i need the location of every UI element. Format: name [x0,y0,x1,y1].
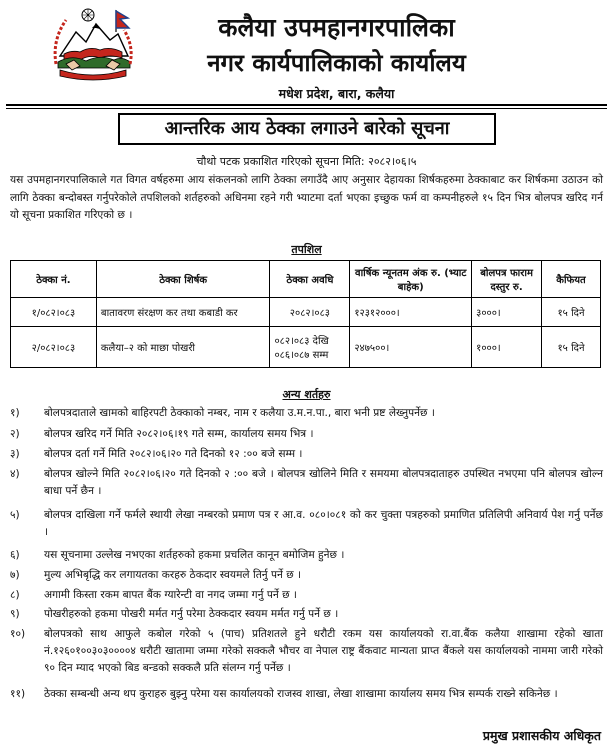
condition-number: ११) [10,688,26,700]
signature-title: प्रमुख प्रशासकीय अधिकृत [482,728,601,743]
condition-item [10,547,603,564]
condition-number: ४) [10,468,20,480]
condition-text: यस सूचनामा उल्लेख नभएका शर्तहरुको हकमा प्रचलित कानून बमोजिम हुनेछ । [44,549,345,561]
cell-min-amount: १२३१२०००। [350,298,472,327]
schedule-title: तपशिल [291,243,322,256]
condition-item [10,426,603,443]
condition-text: अगामी किस्ता रकम बापत बैंक ग्यारेन्टी वा नगद जम्मा गर्नु पर्ने छ । [44,589,297,601]
cell-contract-title: कलैया–२ को माछा पोखरी [96,327,270,368]
condition-number: १) [10,407,20,419]
condition-item [10,446,603,463]
cell-form-fee: १०००। [472,327,542,368]
notice-title: आन्तरिक आय ठेक्का लगाउने बारेको सूचना [118,113,496,145]
header-contract-title: ठेक्का शिर्षक [96,261,270,298]
condition-text: बोलपत्र दाखिला गर्ने फर्मले स्थायी लेखा नम्बरको प्रमाण पत्र र आ.व. ०८०।०८१ को कर चुक्ता पत्रहरुको प्रमाणित प्रतिलिपी अनिवार्य पेश गर्नु पर्नेछ । [44,509,603,538]
cell-contract-no: १/०८२।०८३ [11,298,97,327]
table-row [11,298,601,327]
header-contract-period: ठेक्का अवधि [270,261,350,298]
cell-contract-period: ०८२।०८३ देखि ०८६।०८७ सम्म [270,327,350,368]
condition-item [10,606,603,623]
publish-date: चौथो पटक प्रकाशित गरिएको सूचना मिति: २०८२।०६।५ [196,155,417,168]
condition-text: मुल्य अभिबृद्धि कर लगायतका करहरु ठेकदार स्वयमले तिर्नु पर्ने छ । [44,569,302,581]
condition-item [10,626,603,677]
condition-text: बोलपत्र खरिद गर्ने मिति २०८२।०६।१९ गते सम्म, कार्यालय समय भित्र । [44,428,314,440]
cell-contract-no: २/०८२।०८३ [11,327,97,368]
cell-form-fee: ३०००। [472,298,542,327]
header-divider-thin [6,108,607,109]
condition-item [10,587,603,604]
cell-min-amount: २४७५००। [350,327,472,368]
table-row [11,327,601,368]
condition-number: ६) [10,549,20,561]
office-address: मधेश प्रदेश, बारा, कलैया [278,86,395,101]
condition-text: बोलपत्र खोल्ने मिति २०८२।०६।२० गते दिनको २ :०० बजे । बोलपत्र खोलिने मिति र समयमा बोलपत्रदाताहरु उपस्थित नभएमा पनि बोलपत्र खोल्न बाधा पर्ने छैन । [44,468,603,497]
header-min-amount: वार्षिक न्यूनतम अंक रु. (भ्याट बाहेक) [350,261,472,298]
condition-item [10,567,603,584]
intro-paragraph: यस उपमहानगरपालिकाले गत विगत वर्षहरुमा आय संकलनको लागि ठेक्का लगाउँदै आए अनुसार देहायका शिर्षकहरुमा ठेक्काबाट कर शिर्षकमा उठाउन को लागि ठेक्का बन्दोबस्त गर्नुपरेकोले तपशिलको शर्तहरुको अधिनमा रहने गरी भ्याटमा दर्ता भएका इच्छुक फर्म वा कम्पनीहरुले १५ दिन भित्र बोलपत्र खरिद गर्न यो सूचना प्रकाशित गरिएको छ । [10,174,603,221]
schedule-table [10,260,601,368]
header-contract-no: ठेक्का नं. [11,261,97,298]
cell-contract-title: बातावरण संरक्षण कर तथा कबाडी कर [96,298,270,327]
condition-item [10,466,603,500]
condition-number: ५) [10,509,20,521]
condition-number: ३) [10,448,20,460]
cell-remarks: १५ दिने [542,298,601,327]
condition-number: ७) [10,569,20,581]
conditions-title: अन्य शर्तहरु [282,388,331,401]
condition-text: बोलपत्र दर्ता गर्ने मिति २०८२।०६।२० गते दिनको १२ :०० बजे सम्म । [44,448,303,460]
condition-text: बोलपत्रको साथ आफुले कबोल गरेको ५ (पाच) प्रतिशतले हुने धरौटी रकम यस कार्यालयको रा.वा.बैंक कलैया शाखामा रहेको खाता नं.१२६०१००३०३००००४ धरौटी खातामा जम्मा गरेको सक्कलै भौचर वा नेपाल राष्ट्र बैंकवाट मान्यता प्राप्त बैंकले यस कार्यालयको नाममा जारी गरेको ९० दिन म्याद भएको बिड बन्डको सक्कलै प्रति संलग्न गर्नु पर्नेछ । [44,628,603,674]
condition-number: २) [10,428,20,440]
cell-remarks: १५ दिने [542,327,601,368]
org-name: कलैया उपमहानगरपालिका [218,13,455,42]
header-remarks: कैफियत [542,261,601,298]
condition-number: ९) [10,608,20,620]
cell-contract-period: २०८२।०८३ [270,298,350,327]
condition-item [10,507,603,541]
header-form-fee: बोलपत्र फाराम दस्तुर रु. [472,261,542,298]
condition-text: पोखरीहरुको हकमा पोखरी मर्मत गर्नु परेमा ठेक्कदार स्वयम मर्मत गर्नु पर्ने छ । [44,608,339,620]
condition-text: बोलपत्रदाताले खामको बाहिरपटी ठेक्काको नम्बर, नाम र कलैया उ.म.न.पा., बारा भनी प्रष्ट लेख्नुपर्नेछ । [44,407,435,419]
header-divider [6,104,607,106]
condition-number: १०) [10,628,26,640]
condition-text: ठेक्का सम्बन्धी अन्य थप कुराहरु बुझ्नु परेमा यस कार्यालयको राजस्व शाखा, लेखा शाखामा कार्यालय समय भित्र सम्पर्क राख्ने सकिनेछ । [44,688,558,700]
condition-item [10,686,603,703]
table-header-row [11,261,601,298]
office-name: नगर कार्यपालिकाको कार्यालय [207,49,466,77]
condition-item [10,405,603,422]
condition-number: ८) [10,589,20,601]
